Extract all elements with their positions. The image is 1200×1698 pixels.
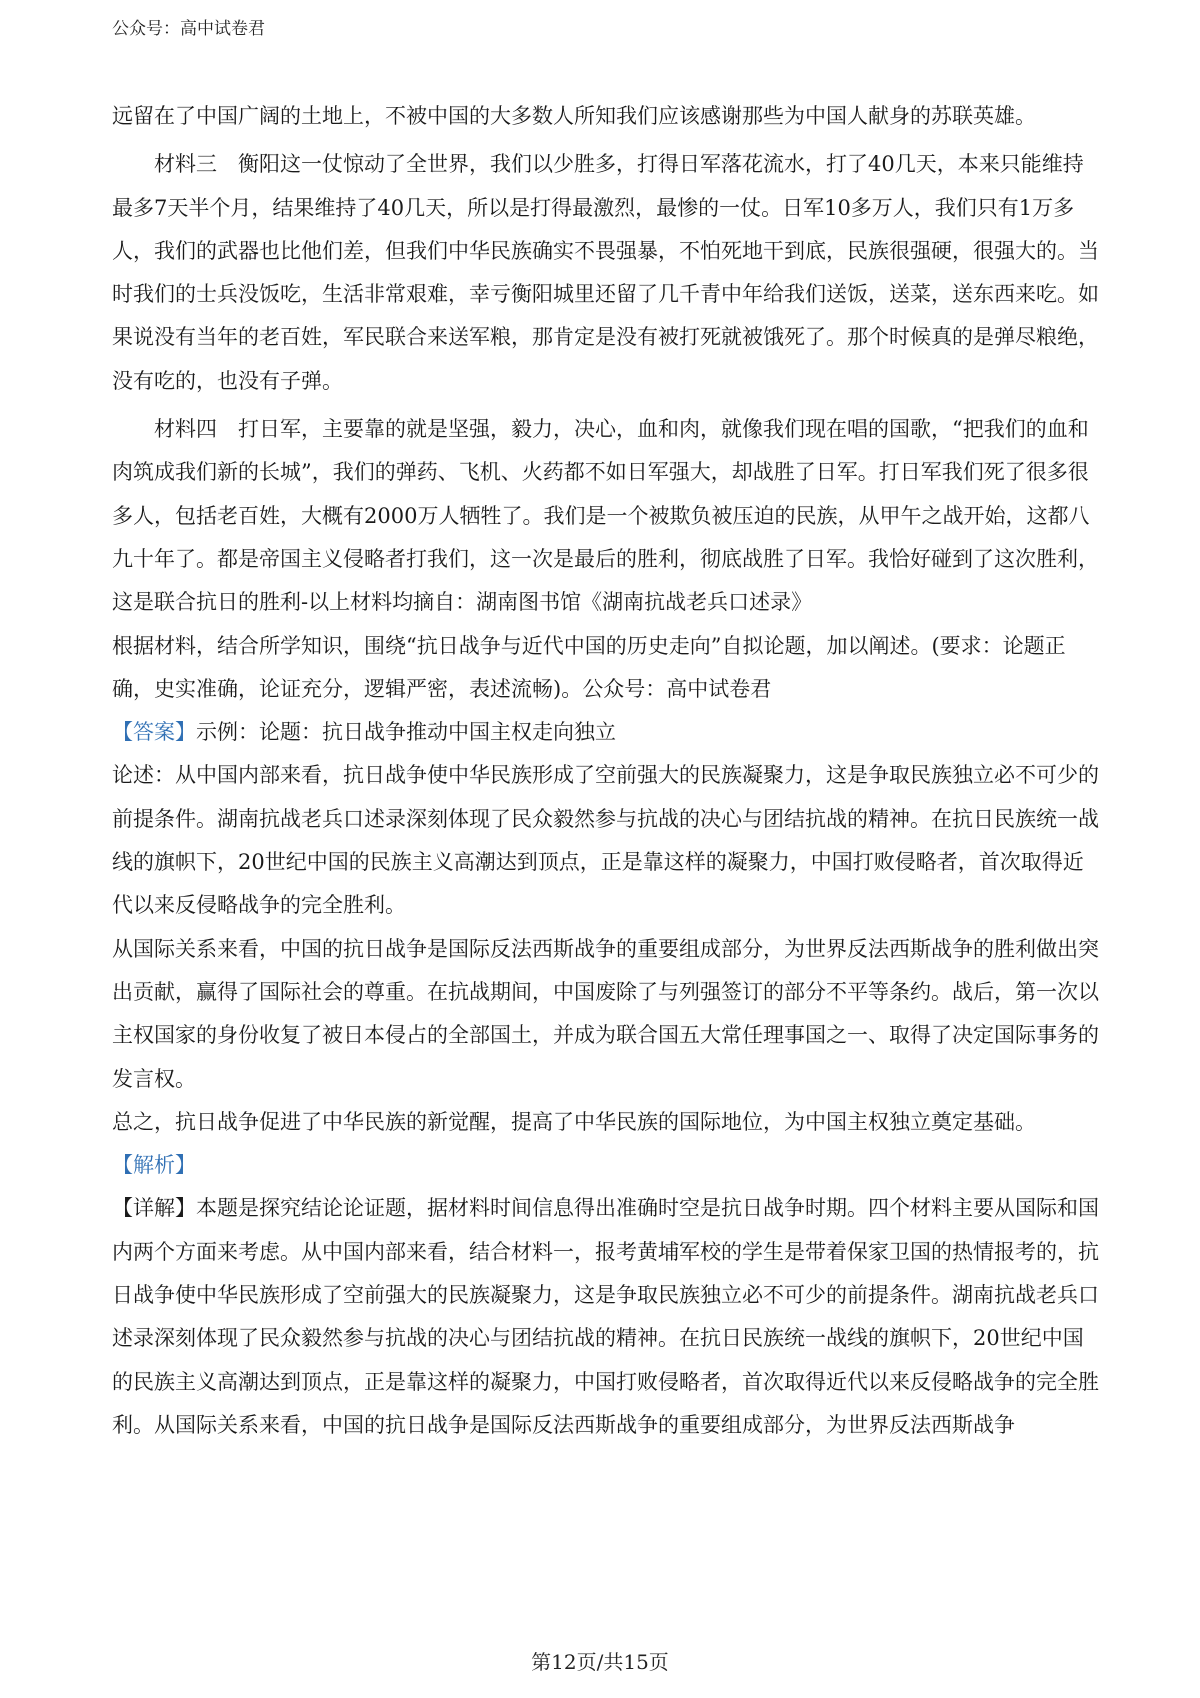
document-body [112,95,1102,1447]
material-three-paragraph: 材料三 衡阳这一仗惊动了全世界，我们以少胜多，打得日军落花流水，打了40几天，本来只能维持最多7天半个月，结果维持了40几天，所以是打得最激烈，最惨的一仗。日军10多万人，我们只有1万多人，我们的武器也比他们差，但我们中华民族确实不畏强暴，不怕死地干到底，民族很强硬，很强大的。当时我们的士兵没饭吃，生活非常艰难，幸亏衡阳城里还留了几千青中年给我们送饭，送菜，送东西来吃。如果说没有当年的老百姓，军民联合来送军粮，那肯定是没有被打死就被饿死了。那个时候真的是弹尽粮绝，没有吃的，也没有子弹。 [112,152,1099,393]
detail-text: 本题是探究结论论证题，据材料时间信息得出准确时空是抗日战争时期。四个材料主要从国际和国内两个方面来考虑。从中国内部来看，结合材料一，报考黄埔军校的学生是带着保家卫国的热情报考的，抗日战争使中华民族形成了空前强大的民族凝聚力，这是争取民族独立必不可少的前提条件。湖南抗战老兵口述录深刻体现了民众毅然参与抗战的决心与团结抗战的精神。在抗日民族统一战线的旗帜下，20世纪中国的民族主义高潮达到顶点，正是靠这样的凝聚力，中国打败侵略者，首次取得近代以来反侵略战争的完全胜利。从国际关系来看，中国的抗日战争是国际反法西斯战争的重要组成部分，为世界反法西斯战争 [112,1196,1099,1437]
material-four-paragraph: 材料四 打日军，主要靠的就是坚强，毅力，决心，血和肉，就像我们现在唱的国歌，“把我们的血和肉筑成我们新的长城”，我们的弹药、飞机、火药都不如日军强大，却战胜了日军。打日军我们死了很多很多人，包括老百姓，大概有2000万人牺牲了。我们是一个被欺负被压迫的民族，从甲午之战开始，这都八九十年了。都是帝国主义侵略者打我们，这一次是最后的胜利，彻底战胜了日军。我恰好碰到了这次胜利，这是联合抗日的胜利-以上材料均摘自：湖南图书馆《湖南抗战老兵口述录》 [112,417,1099,615]
answer-paragraph-international: 从国际关系来看，中国的抗日战争是国际反法西斯战争的重要组成部分，为世界反法西斯战争的胜利做出突出贡献，赢得了国际社会的尊重。在抗战期间，中国废除了与列强签订的部分不平等条约。战后，第一次以主权国家的身份收复了被日本侵占的全部国土，并成为联合国五大常任理事国之一、取得了决定国际事务的发言权。 [112,936,1099,1091]
answer-topic: 示例：论题：抗日战争推动中国主权走向独立 [196,720,616,745]
question-paragraph: 根据材料，结合所学知识，围绕“抗日战争与近代中国的历史走向”自拟论题，加以阐述。(要求：论题正确，史实准确，论证充分，逻辑严密，表述流畅)。公众号：高中试卷君 [112,633,1066,701]
material-tail-paragraph: 远留在了中国广阔的土地上，不被中国的大多数人所知我们应该感谢那些为中国人献身的苏联英雄。 [112,104,1036,128]
page-number: 第12页/共15页 [531,1650,669,1674]
answer-paragraph-conclusion: 总之，抗日战争促进了中华民族的新觉醒，提高了中华民族的国际地位，为中国主权独立奠定基础。 [112,1109,1036,1134]
analysis-label: 【解析】 [112,1153,196,1178]
detail-label: 【详解】 [112,1196,196,1221]
answer-label: 【答案】 [112,720,196,745]
answer-heading [112,711,1102,754]
answer-paragraph-domestic: 论述：从中国内部来看，抗日战争使中华民族形成了空前强大的民族凝聚力，这是争取民族独立必不可少的前提条件。湖南抗战老兵口述录深刻体现了民众毅然参与抗战的决心与团结抗战的精神。在抗日民族统一战线的旗帜下，20世纪中国的民族主义高潮达到顶点，正是靠这样的凝聚力，中国打败侵略者，首次取得近代以来反侵略战争的完全胜利。 [112,763,1099,918]
page-header: 公众号：高中试卷君 [112,19,265,39]
detail-paragraph [112,1187,1102,1447]
